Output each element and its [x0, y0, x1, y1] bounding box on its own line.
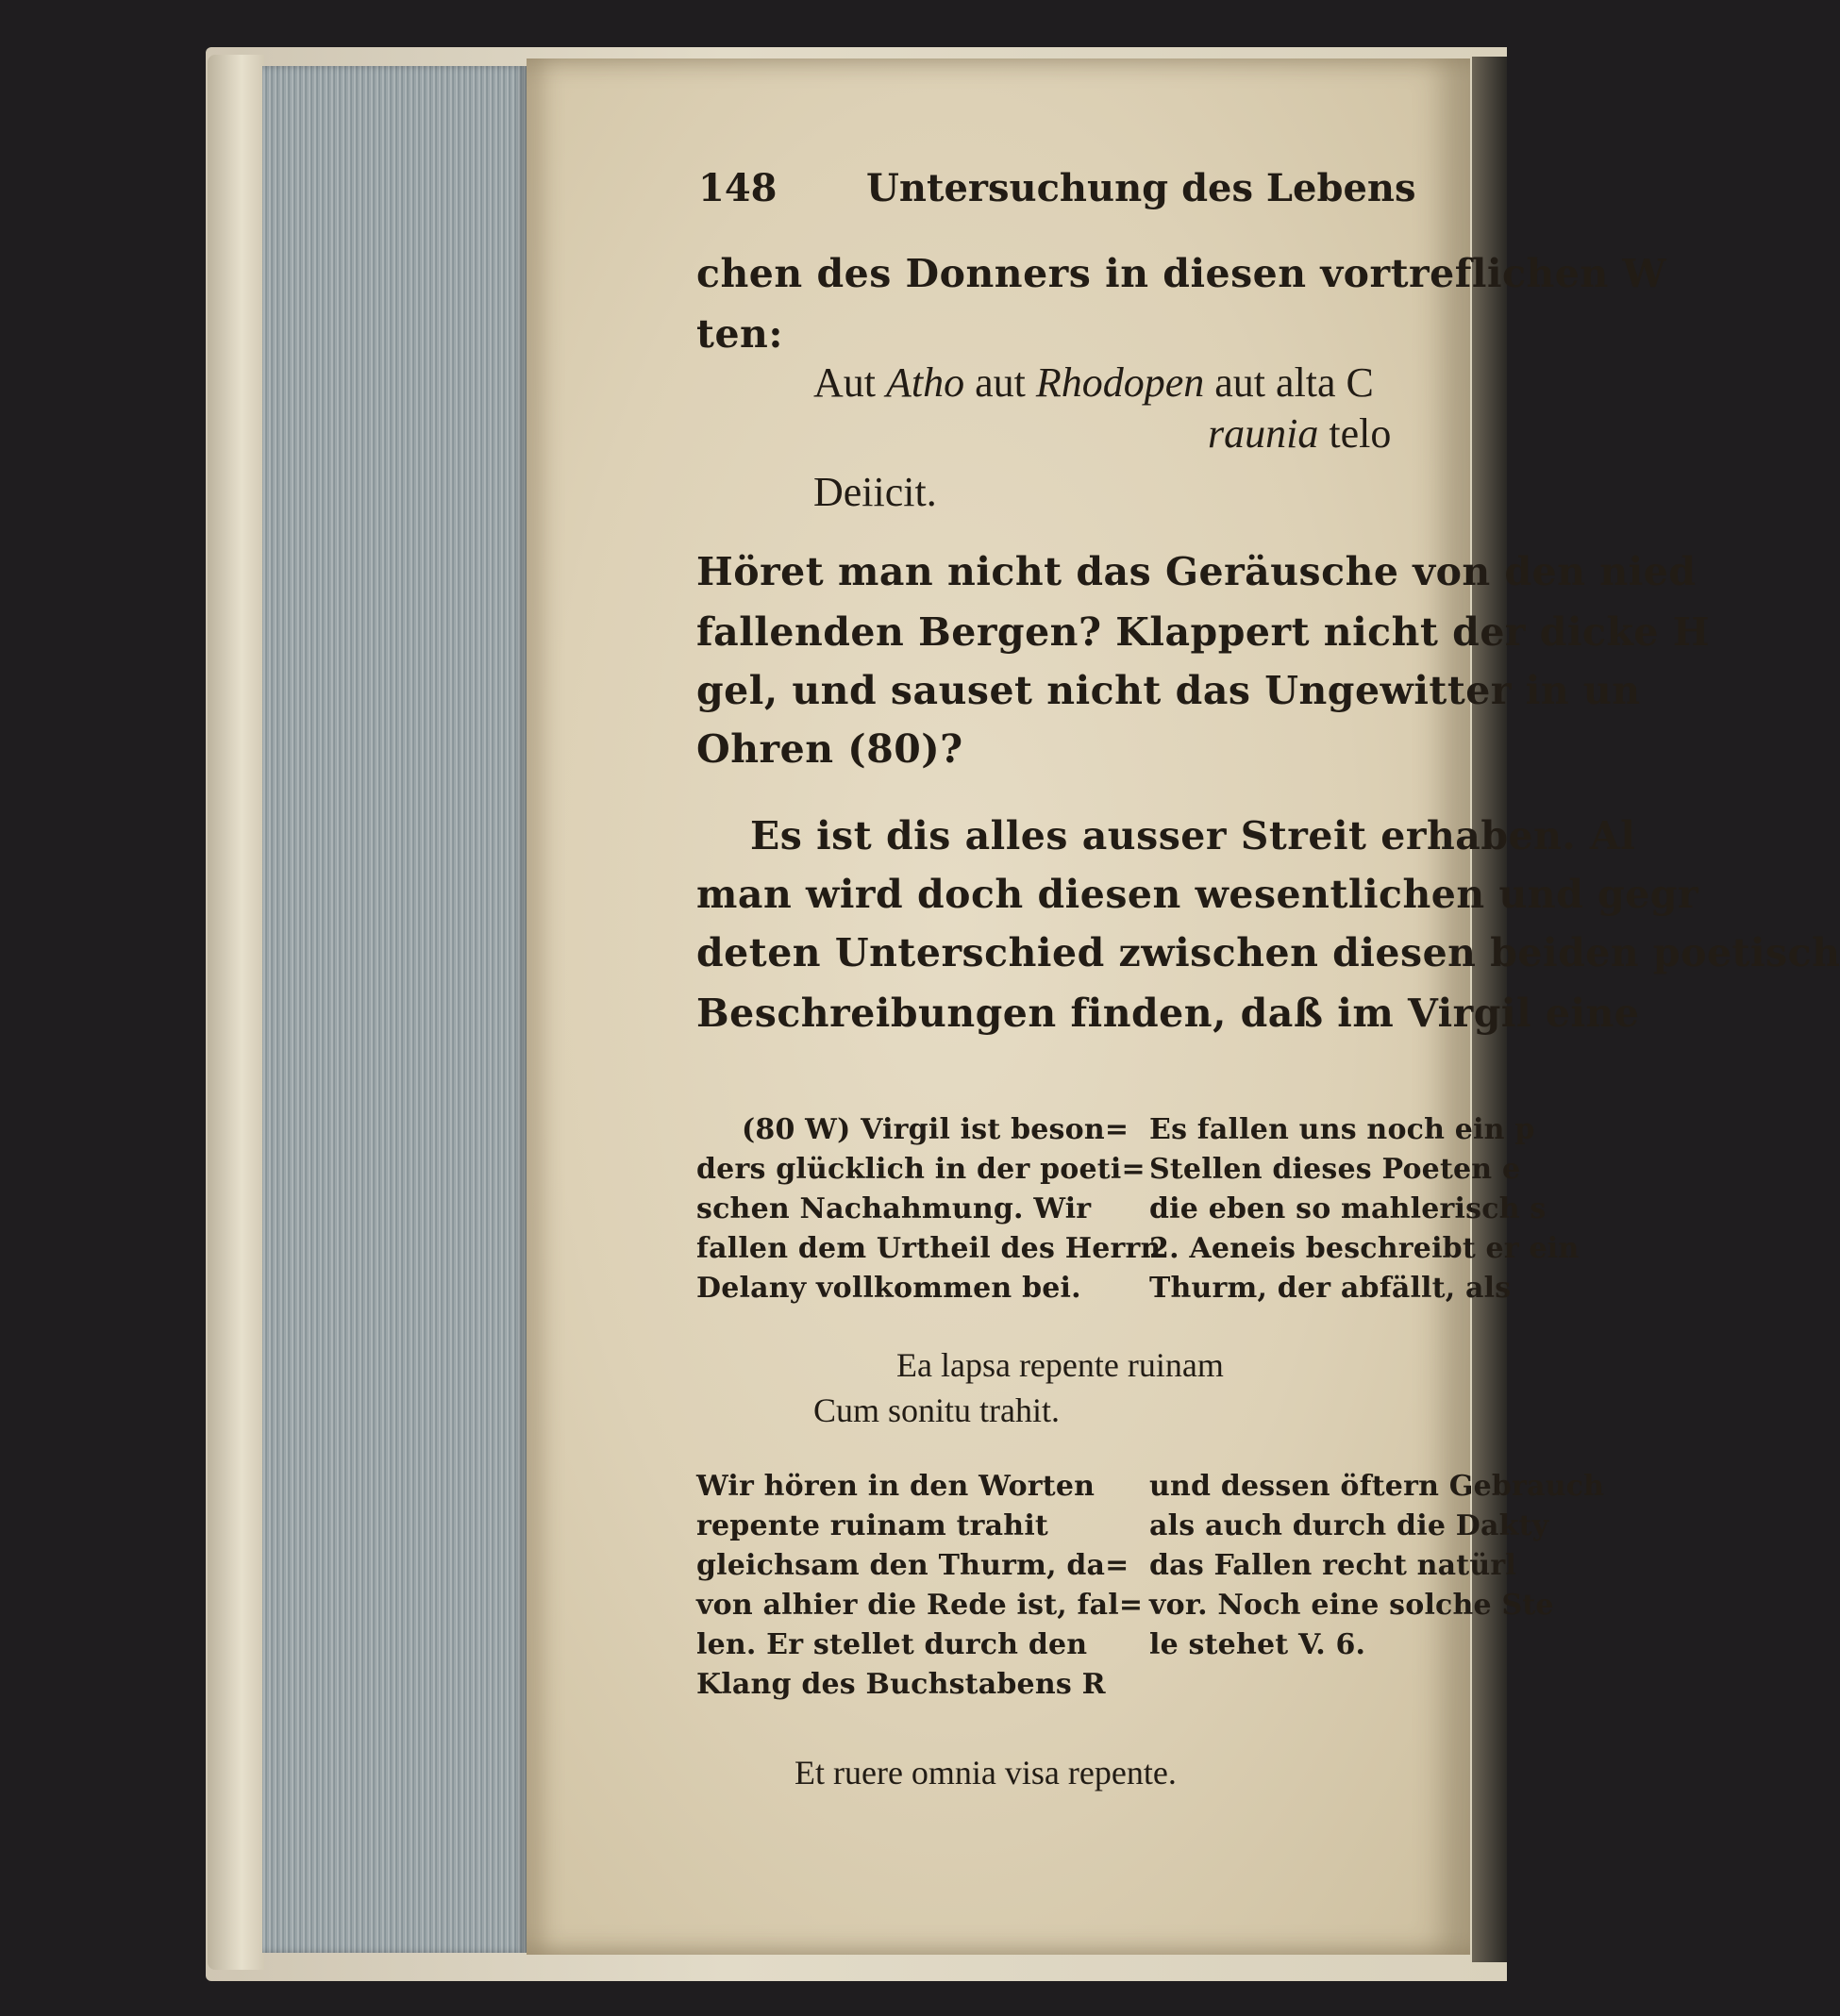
footnote-line: fallen dem Urtheil des Herrn [696, 1232, 1162, 1265]
footnote-line: Klang des Buchstabens R [696, 1668, 1106, 1701]
footnote-line: gleichsam den Thurm, da= [696, 1549, 1129, 1582]
text-line: Beschreibungen finden, daß im Virgil eine [696, 991, 1640, 1036]
page-edges [262, 66, 527, 1953]
verse-line: Cum sonitu trahit. [813, 1391, 1060, 1429]
text-line: gel, und sauset nicht das Ungewitter in un [696, 668, 1641, 713]
footnote-line: von alhier die Rede ist, fal= [696, 1589, 1144, 1622]
text-line: deten Unterschied zwischen diesen beiden poetisch [696, 930, 1840, 975]
footnote-line: das Fallen recht natürl [1149, 1549, 1516, 1582]
footnote-line: die eben so mahlerisch s [1149, 1192, 1547, 1225]
text-line: man wird doch diesen wesentlichen und gegr [696, 872, 1699, 917]
footnote-line: le stehet V. 6. [1149, 1628, 1366, 1661]
footnote-line: als auch durch die Dakty [1149, 1509, 1549, 1542]
latin-quote-line: raunia telo [1208, 410, 1392, 457]
text-line: fallenden Bergen? Klappert nicht der dicke H [696, 609, 1711, 655]
footnote-line: repente ruinam trahit [696, 1509, 1048, 1542]
text-line: chen des Donners in diesen vortreflichen W [696, 251, 1667, 296]
verse-line: Ea lapsa repente ruinam [896, 1346, 1224, 1384]
cover-edge [208, 55, 264, 1970]
footnote-line: Stellen dieses Poeten e [1149, 1153, 1521, 1186]
footnote-line: ders glücklich in der poeti= [696, 1153, 1146, 1186]
text-line: ten: [696, 311, 783, 357]
text-line: Höret man nicht das Geräusche von den nied [696, 549, 1697, 594]
text-line: Ohren (80)? [696, 726, 963, 772]
page-number: 148 [698, 166, 778, 210]
running-title: Untersuchung des Lebens [866, 166, 1416, 210]
footnote-line: schen Nachahmung. Wir [696, 1192, 1092, 1225]
footnote-line: vor. Noch eine solche Ste [1149, 1589, 1554, 1622]
footnote-line: len. Er stellet durch den [696, 1628, 1088, 1661]
latin-quote-line: Aut Atho aut Rhodopen aut alta C [813, 359, 1374, 406]
footnote-line: Thurm, der abfällt, als [1149, 1272, 1512, 1305]
footnote-line: Es fallen uns noch ein p [1149, 1113, 1535, 1146]
text-line: Es ist dis alles ausser Streit erhaben. Al [750, 813, 1636, 858]
footnote-line: 2. Aeneis beschreibt er ein [1149, 1232, 1580, 1265]
latin-quote-line: Deiicit. [813, 469, 937, 515]
footnote-line: Delany vollkommen bei. [696, 1272, 1081, 1305]
footnote-line: und dessen öftern Gebrauch [1149, 1470, 1605, 1503]
footnote-line: (80 W) Virgil ist beson= [742, 1113, 1129, 1146]
verse-line: Et ruere omnia visa repente. [795, 1754, 1177, 1791]
footnote-line: Wir hören in den Worten [696, 1470, 1096, 1503]
